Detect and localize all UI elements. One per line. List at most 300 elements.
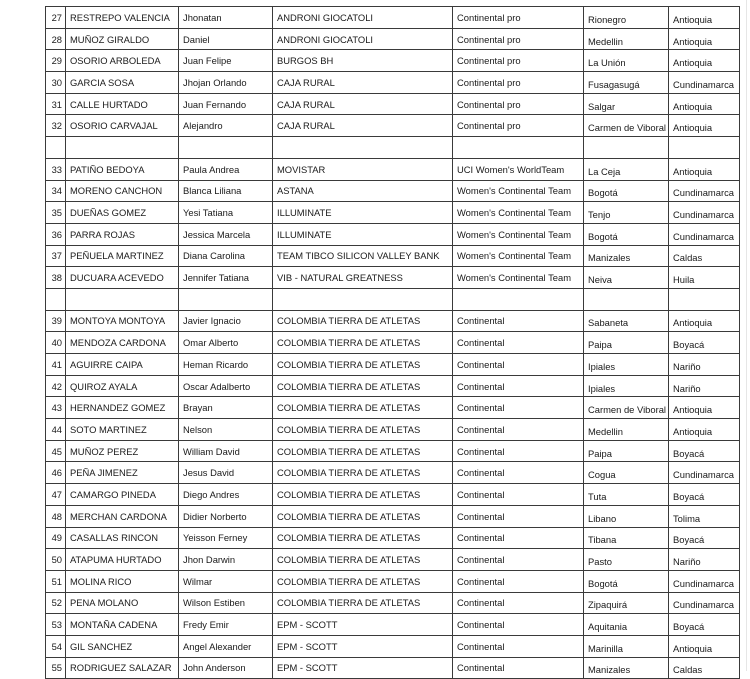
rider-city: Bogotá [588,230,618,242]
rider-team: COLOMBIA TIERRA DE ATLETAS [277,510,421,522]
team-category-cell [453,115,584,137]
rider-city: Ipiales [588,360,616,372]
rider-department-cell [669,72,740,94]
rider-city: Tuta [588,490,607,502]
rider-team: MOVISTAR [277,163,326,175]
rider-given-name: Juan Felipe [183,55,232,67]
rider-number-cell [46,592,66,614]
rider-given-name-cell [179,310,273,332]
rider-given-name: Jhon Darwin [183,554,236,566]
rider-team: BURGOS BH [277,55,334,67]
rider-number: 55 [51,662,62,674]
rider-number-cell [46,549,66,571]
rider-given-name: Nelson [183,423,213,435]
rider-surname-cell [66,50,179,72]
table-row [46,635,740,657]
rider-surname-cell [66,288,179,310]
rider-surname: MUÑOZ GIRALDO [70,33,150,45]
rider-number-cell [46,484,66,506]
team-category: Continental [457,380,505,392]
team-category: Continental [457,662,505,674]
rider-given-name-cell [179,223,273,245]
team-category: Continental [457,619,505,631]
rider-city: Paipa [588,447,612,459]
rider-number-cell [46,180,66,202]
rider-team-cell [273,310,453,332]
team-category: Continental [457,445,505,457]
rider-number-cell [46,570,66,592]
rider-department-cell [669,462,740,484]
rider-team-cell [273,50,453,72]
rider-given-name: Angel Alexander [183,640,252,652]
table-row [46,267,740,289]
rider-surname: CAMARGO PINEDA [70,488,156,500]
rider-team: COLOMBIA TIERRA DE ATLETAS [277,575,421,587]
team-category: Continental [457,423,505,435]
rider-surname: PARRA ROJAS [70,228,135,240]
rider-number-cell [46,657,66,679]
roster-sheet [45,6,740,679]
rider-number: 47 [51,488,62,500]
rider-given-name: Yeisson Ferney [183,532,248,544]
rider-surname-cell [66,375,179,397]
rider-team: ANDRONI GIOCATOLI [277,11,374,23]
rider-team-cell [273,484,453,506]
rider-team: ILLUMINATE [277,207,332,219]
rider-number: 33 [51,163,62,175]
table-row [46,419,740,441]
rider-number-cell [46,7,66,29]
table-row [46,657,740,679]
table-row [46,180,740,202]
rider-given-name: Jhonatan [183,11,222,23]
rider-surname-cell [66,72,179,94]
rider-given-name-cell [179,7,273,29]
rider-given-name-cell [179,50,273,72]
rider-department-cell [669,657,740,679]
rider-surname-cell [66,223,179,245]
rider-number-cell [46,635,66,657]
rider-city: Tenjo [588,209,611,221]
rider-department-cell [669,375,740,397]
team-category: Continental [457,402,505,414]
rider-given-name: Diana Carolina [183,250,246,262]
rider-team-cell [273,375,453,397]
team-category: Continental [457,337,505,349]
rider-surname-cell [66,549,179,571]
rider-surname: GARCIA SOSA [70,76,135,88]
rider-number: 48 [51,510,62,522]
team-category-cell [453,137,584,159]
rider-department: Boyacá [673,490,705,502]
rider-city: Paipa [588,339,612,351]
rider-city-cell [584,115,669,137]
rider-city-cell [584,332,669,354]
team-category-cell [453,484,584,506]
rider-city: Rionegro [588,13,627,25]
rider-city: Medellin [588,425,623,437]
rider-team: ILLUMINATE [277,228,332,240]
table-row [46,462,740,484]
rider-given-name: Diego Andres [183,488,240,500]
table-row [46,505,740,527]
rider-surname-cell [66,462,179,484]
rider-surname: MERCHAN CARDONA [70,510,167,522]
rider-city-cell [584,137,669,159]
team-category-cell [453,223,584,245]
team-category: Women's Continental Team [457,228,571,240]
rider-number: 35 [51,207,62,219]
rider-surname-cell [66,354,179,376]
rider-given-name: Jessica Marcela [183,228,251,240]
rider-city-cell [584,72,669,94]
rider-team: COLOMBIA TIERRA DE ATLETAS [277,597,421,609]
rider-number: 27 [51,11,62,23]
rider-number: 51 [51,575,62,587]
rider-team: TEAM TIBCO SILICON VALLEY BANK [277,250,440,262]
rider-team-cell [273,527,453,549]
rider-team-cell [273,115,453,137]
rider-team-cell [273,93,453,115]
rider-team-cell [273,223,453,245]
rider-department-cell [669,50,740,72]
table-row [46,223,740,245]
rider-department: Antioquia [673,425,713,437]
rider-department: Cundinamarca [673,78,734,90]
rider-surname: QUIROZ AYALA [70,380,138,392]
rider-team-cell [273,419,453,441]
rider-number: 41 [51,358,62,370]
rider-surname: OSORIO ARBOLEDA [70,55,161,67]
rider-department-cell [669,570,740,592]
team-category: Women's Continental Team [457,250,571,262]
rider-team: COLOMBIA TIERRA DE ATLETAS [277,358,421,370]
rider-given-name-cell [179,137,273,159]
team-category: Continental pro [457,76,521,88]
rider-surname: MONTOYA MONTOYA [70,315,166,327]
team-category-cell [453,440,584,462]
rider-team-cell [273,202,453,224]
rider-city-cell [584,7,669,29]
rider-department: Antioquia [673,57,713,69]
team-category: UCI Women's WorldTeam [457,163,565,175]
table-row [46,592,740,614]
rider-number: 29 [51,55,62,67]
table-row [46,115,740,137]
rider-surname-cell [66,592,179,614]
rider-team-cell [273,505,453,527]
table-row [46,28,740,50]
rider-surname-cell [66,614,179,636]
rider-given-name: Jhojan Orlando [183,76,247,88]
rider-department: Antioquia [673,100,713,112]
rider-team: COLOMBIA TIERRA DE ATLETAS [277,445,421,457]
rider-team: EPM - SCOTT [277,619,338,631]
rider-city: Bogotá [588,577,618,589]
rider-city: Libano [588,512,617,524]
rider-number: 53 [51,619,62,631]
team-category: Continental [457,510,505,522]
rider-surname-cell [66,93,179,115]
team-category: Continental [457,575,505,587]
rider-given-name-cell [179,115,273,137]
rider-surname: DUEÑAS GOMEZ [70,207,147,219]
team-category-cell [453,93,584,115]
rider-number-cell [46,310,66,332]
rider-number-cell [46,375,66,397]
rider-surname: ATAPUMA HURTADO [70,554,162,566]
rider-city: Carmen de Viboral [588,404,666,416]
rider-number: 34 [51,185,62,197]
rider-department-cell [669,245,740,267]
rider-city: Neiva [588,274,612,286]
rider-given-name-cell [179,158,273,180]
rider-surname-cell [66,245,179,267]
rider-number: 45 [51,445,62,457]
rider-surname-cell [66,657,179,679]
rider-number-cell [46,93,66,115]
rider-surname-cell [66,635,179,657]
rider-team: COLOMBIA TIERRA DE ATLETAS [277,467,421,479]
table-row [46,202,740,224]
scan-edge-line [746,0,747,671]
team-category-cell [453,354,584,376]
rider-number-cell [46,245,66,267]
rider-city: Bogotá [588,187,618,199]
rider-given-name-cell [179,354,273,376]
rider-city: Marinilla [588,642,623,654]
rider-surname-cell [66,137,179,159]
rider-number-cell [46,202,66,224]
rider-surname: PEÑUELA MARTINEZ [70,250,164,262]
rider-city: Medellin [588,35,623,47]
rider-number: 28 [51,33,62,45]
rider-number: 37 [51,250,62,262]
rider-city-cell [584,288,669,310]
rider-department: Cundinamarca [673,577,734,589]
rider-given-name-cell [179,505,273,527]
rider-city: Sabaneta [588,317,629,329]
rider-city-cell [584,440,669,462]
rider-city-cell [584,158,669,180]
rider-surname-cell [66,527,179,549]
table-row [46,310,740,332]
rider-given-name: Didier Norberto [183,510,247,522]
rider-department: Cundinamarca [673,230,734,242]
rider-city: Salgar [588,100,616,112]
rider-department-cell [669,354,740,376]
rider-number: 43 [51,402,62,414]
rider-surname: HERNANDEZ GOMEZ [70,402,166,414]
rider-number-cell [46,158,66,180]
rider-team-cell [273,332,453,354]
rider-team-cell [273,137,453,159]
rider-surname: DUCUARA ACEVEDO [70,272,164,284]
table-row [46,484,740,506]
rider-surname-cell [66,202,179,224]
rider-surname: SOTO MARTINEZ [70,423,147,435]
rider-city: La Unión [588,57,626,69]
rider-city-cell [584,354,669,376]
rider-department: Cundinamarca [673,469,734,481]
rider-number: 50 [51,554,62,566]
team-category-cell [453,462,584,484]
rider-surname-cell [66,440,179,462]
table-row [46,7,740,29]
rider-given-name-cell [179,419,273,441]
rider-team: ANDRONI GIOCATOLI [277,33,374,45]
rider-city: Ipiales [588,382,616,394]
rider-team-cell [273,397,453,419]
rider-department-cell [669,115,740,137]
rider-given-name: Daniel [183,33,210,45]
team-category: Continental [457,597,505,609]
rider-city: Aquitania [588,621,628,633]
rider-team-cell [273,288,453,310]
team-category-cell [453,527,584,549]
rider-department-cell [669,549,740,571]
rider-city-cell [584,462,669,484]
rider-team-cell [273,570,453,592]
rider-given-name: Jesus David [183,467,235,479]
rider-department-cell [669,440,740,462]
rider-given-name: Omar Alberto [183,337,239,349]
rider-surname-cell [66,115,179,137]
rider-surname: PEÑA JIMENEZ [70,467,138,479]
rider-department: Nariño [673,556,701,568]
rider-team-cell [273,72,453,94]
rider-number-cell [46,419,66,441]
team-category-cell [453,180,584,202]
rider-given-name-cell [179,72,273,94]
rider-given-name: Brayan [183,402,213,414]
rider-city: Manizales [588,664,631,676]
table-row [46,440,740,462]
rider-number-cell [46,332,66,354]
rider-number: 49 [51,532,62,544]
rider-surname: MUÑOZ PEREZ [70,445,139,457]
rider-team: COLOMBIA TIERRA DE ATLETAS [277,532,421,544]
rider-given-name-cell [179,245,273,267]
table-row [46,332,740,354]
rider-city-cell [584,245,669,267]
team-category: Continental pro [457,11,521,23]
rider-department-cell [669,158,740,180]
rider-department-cell [669,137,740,159]
rider-department: Huila [673,274,695,286]
rider-given-name: Javier Ignacio [183,315,241,327]
rider-surname: AGUIRRE CAIPA [70,358,143,370]
rider-surname-cell [66,158,179,180]
rider-surname-cell [66,397,179,419]
rider-given-name-cell [179,635,273,657]
rider-city: Tibana [588,534,617,546]
team-category-cell [453,158,584,180]
rider-team: CAJA RURAL [277,76,335,88]
rider-team-cell [273,549,453,571]
rider-given-name: Fredy Emir [183,619,229,631]
rider-number-cell [46,527,66,549]
rider-given-name-cell [179,288,273,310]
rider-team-cell [273,245,453,267]
team-category: Continental pro [457,55,521,67]
team-category: Continental pro [457,120,521,132]
team-category: Continental [457,315,505,327]
rider-department-cell [669,635,740,657]
rider-team-cell [273,158,453,180]
roster-body [46,7,740,679]
rider-given-name-cell [179,484,273,506]
rider-given-name-cell [179,527,273,549]
rider-surname-cell [66,180,179,202]
rider-department-cell [669,332,740,354]
roster-table [45,6,740,679]
table-row [46,50,740,72]
team-category: Continental [457,554,505,566]
rider-given-name-cell [179,180,273,202]
rider-department-cell [669,223,740,245]
team-category-cell [453,570,584,592]
rider-department-cell [669,397,740,419]
rider-city: Carmen de Viboral [588,122,666,134]
rider-number: 46 [51,467,62,479]
rider-city-cell [584,592,669,614]
table-row [46,93,740,115]
rider-department: Nariño [673,382,701,394]
rider-department: Boyacá [673,621,705,633]
team-category-cell [453,614,584,636]
rider-given-name-cell [179,202,273,224]
rider-team: COLOMBIA TIERRA DE ATLETAS [277,337,421,349]
rider-given-name: Heman Ricardo [183,358,249,370]
rider-surname: MORENO CANCHON [70,185,163,197]
rider-department-cell [669,419,740,441]
rider-given-name: Alejandro [183,120,223,132]
rider-department: Cundinamarca [673,599,734,611]
team-category-cell [453,288,584,310]
rider-number: 40 [51,337,62,349]
rider-given-name-cell [179,397,273,419]
team-category: Continental [457,532,505,544]
rider-team-cell [273,7,453,29]
rider-given-name-cell [179,440,273,462]
rider-team-cell [273,267,453,289]
rider-surname-cell [66,7,179,29]
rider-surname-cell [66,332,179,354]
rider-surname: CASALLAS RINCON [70,532,159,544]
team-category-cell [453,7,584,29]
team-category: Women's Continental Team [457,272,571,284]
rider-given-name: William David [183,445,240,457]
rider-number: 36 [51,228,62,240]
rider-department-cell [669,505,740,527]
rider-number-cell [46,223,66,245]
team-category-cell [453,310,584,332]
table-row [46,614,740,636]
rider-given-name: Jennifer Tatiana [183,272,250,284]
rider-team: ASTANA [277,185,314,197]
rider-given-name: Blanca Liliana [183,185,242,197]
rider-city-cell [584,570,669,592]
rider-number-cell [46,397,66,419]
team-category: Continental [457,488,505,500]
rider-city-cell [584,419,669,441]
team-category-cell [453,419,584,441]
rider-department: Boyacá [673,339,705,351]
team-category: Women's Continental Team [457,185,571,197]
team-category: Continental [457,640,505,652]
rider-given-name-cell [179,28,273,50]
